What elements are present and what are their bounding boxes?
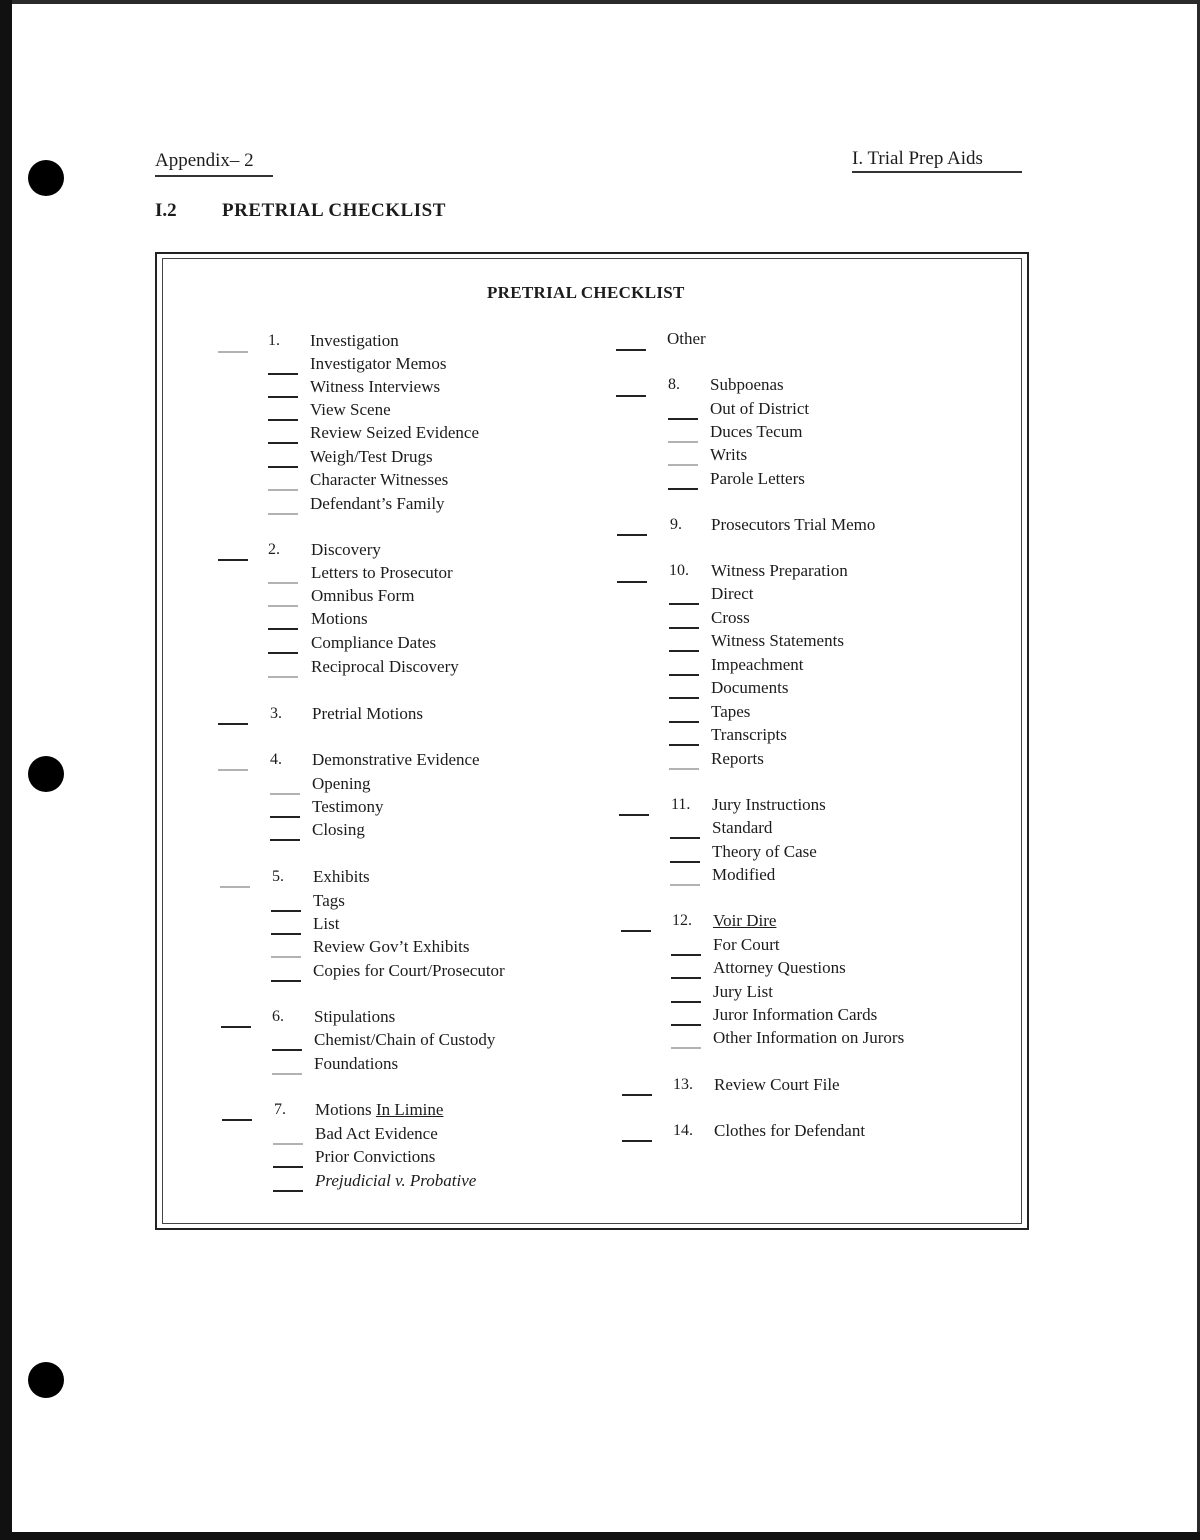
scan-edge-top — [0, 0, 1200, 4]
check-blank[interactable] — [619, 814, 649, 816]
check-blank[interactable] — [670, 861, 700, 863]
sub-item: Cross — [711, 608, 750, 627]
sub-item: Weigh/Test Drugs — [310, 447, 433, 466]
sub-item: Standard — [712, 818, 773, 837]
check-blank[interactable] — [669, 674, 699, 676]
check-blank[interactable] — [218, 559, 248, 561]
check-blank[interactable] — [268, 605, 298, 607]
header-rule-right — [852, 171, 1022, 173]
header-section: I. Trial Prep Aids — [852, 148, 983, 169]
check-blank[interactable] — [218, 769, 248, 771]
sub-item: Modified — [712, 865, 776, 884]
sub-item: For Court — [713, 935, 780, 954]
check-blank[interactable] — [268, 442, 298, 444]
check-blank[interactable] — [268, 652, 298, 654]
check-blank[interactable] — [671, 1024, 701, 1026]
check-blank[interactable] — [271, 910, 301, 912]
sub-item: Direct — [711, 584, 754, 603]
check-blank[interactable] — [670, 837, 700, 839]
sub-item: Opening — [312, 774, 371, 793]
item-label: Jury Instructions — [712, 795, 826, 814]
check-blank[interactable] — [273, 1190, 303, 1192]
check-blank[interactable] — [268, 489, 298, 491]
sub-item: Transcripts — [711, 725, 787, 744]
item-label: Voir Dire — [713, 911, 777, 930]
item-label — [315, 1100, 443, 1120]
sub-item: Prejudicial v. Probative — [315, 1171, 477, 1190]
check-blank[interactable] — [668, 488, 698, 490]
check-blank[interactable] — [671, 1001, 701, 1003]
check-blank[interactable] — [270, 793, 300, 795]
sub-item: Writs — [710, 445, 748, 464]
check-blank[interactable] — [621, 930, 651, 932]
sub-item: Tapes — [711, 702, 751, 721]
check-blank[interactable] — [272, 1073, 302, 1075]
sub-item: Testimony — [312, 797, 384, 816]
check-blank[interactable] — [268, 582, 298, 584]
item-number: 11. — [671, 796, 691, 813]
sub-item: Closing — [312, 820, 365, 839]
item-label-underlined: In Limine — [375, 1100, 444, 1119]
sub-item: Documents — [711, 678, 789, 697]
sub-item: Review Gov’t Exhibits — [313, 937, 470, 956]
sub-item: Reciprocal Discovery — [311, 657, 459, 676]
item-label: Demonstrative Evidence — [312, 750, 480, 769]
item-number: 9. — [670, 516, 682, 533]
sub-item: Bad Act Evidence — [315, 1124, 438, 1143]
check-blank[interactable] — [669, 627, 699, 629]
check-blank[interactable] — [218, 351, 248, 353]
scan-edge-bottom — [0, 1532, 1200, 1540]
item-number: 5. — [272, 868, 284, 885]
check-blank[interactable] — [669, 721, 699, 723]
check-blank[interactable] — [669, 603, 699, 605]
item-number: 13. — [673, 1076, 693, 1093]
sub-item: Prior Convictions — [315, 1147, 436, 1166]
check-blank[interactable] — [671, 954, 701, 956]
sub-item: Duces Tecum — [710, 422, 803, 441]
item-number: 10. — [669, 562, 689, 579]
item-label: Investigation — [310, 331, 399, 350]
check-blank[interactable] — [622, 1094, 652, 1096]
item-number: 14. — [673, 1122, 693, 1139]
check-blank[interactable] — [273, 1166, 303, 1168]
item-label: Clothes for Defendant — [714, 1121, 866, 1140]
check-blank[interactable] — [268, 466, 298, 468]
sub-item: View Scene — [310, 400, 391, 419]
checklist-box-inner — [162, 258, 1022, 1224]
check-blank[interactable] — [669, 768, 699, 770]
item-label-part: Motions — [315, 1100, 376, 1119]
check-blank[interactable] — [271, 980, 301, 982]
sub-item: Copies for Court/Prosecutor — [313, 961, 505, 980]
section-number: I.2 — [155, 200, 177, 221]
punch-hole-middle — [28, 756, 64, 792]
check-blank[interactable] — [273, 1143, 303, 1145]
item-label: Review Court File — [714, 1075, 840, 1094]
sub-item: Witness Interviews — [310, 377, 441, 396]
check-blank[interactable] — [622, 1140, 652, 1142]
header-rule-left — [155, 175, 273, 177]
checklist-title: PRETRIAL CHECKLIST — [487, 283, 685, 302]
sub-item: Out of District — [710, 399, 810, 418]
check-blank[interactable] — [268, 373, 298, 375]
check-blank[interactable] — [222, 1119, 252, 1121]
sub-item: Omnibus Form — [311, 586, 415, 605]
check-blank[interactable] — [268, 628, 298, 630]
punch-hole-top — [28, 160, 64, 196]
item-number: 4. — [270, 751, 282, 768]
item-label: Stipulations — [314, 1007, 396, 1026]
sub-item: Review Seized Evidence — [310, 423, 479, 442]
check-blank[interactable] — [268, 419, 298, 421]
check-blank[interactable] — [617, 534, 647, 536]
check-blank[interactable] — [268, 676, 298, 678]
check-blank[interactable] — [272, 1049, 302, 1051]
item-number: 1. — [268, 332, 280, 349]
check-blank[interactable] — [218, 723, 248, 725]
check-blank[interactable] — [669, 697, 699, 699]
check-blank[interactable] — [220, 886, 250, 888]
sub-item: Motions — [311, 609, 368, 628]
sub-item: Attorney Questions — [713, 958, 846, 977]
item-number: 2. — [268, 541, 280, 558]
check-blank[interactable] — [671, 1047, 701, 1049]
check-blank[interactable] — [616, 395, 646, 397]
sub-item: Tags — [313, 891, 345, 910]
check-blank[interactable] — [668, 441, 698, 443]
check-blank[interactable] — [668, 418, 698, 420]
item-number: 8. — [668, 376, 680, 393]
check-blank[interactable] — [617, 581, 647, 583]
check-blank[interactable] — [271, 933, 301, 935]
punch-hole-bottom — [28, 1362, 64, 1398]
check-blank[interactable] — [271, 956, 301, 958]
sub-item: Investigator Memos — [310, 354, 447, 373]
item-label: Other — [667, 329, 706, 348]
check-blank[interactable] — [616, 349, 646, 351]
sub-item: Parole Letters — [710, 469, 805, 488]
check-blank[interactable] — [670, 884, 700, 886]
item-number: 7. — [274, 1101, 286, 1118]
sub-item: Theory of Case — [712, 842, 817, 861]
sub-item: Impeachment — [711, 655, 804, 674]
check-blank[interactable] — [671, 977, 701, 979]
sub-item: Jury List — [713, 982, 773, 1001]
item-number: 6. — [272, 1008, 284, 1025]
item-label: Discovery — [311, 540, 381, 559]
sub-item: Juror Information Cards — [713, 1005, 878, 1024]
sub-item: Compliance Dates — [311, 633, 437, 652]
check-blank[interactable] — [268, 513, 298, 515]
sub-item: Character Witnesses — [310, 470, 449, 489]
scan-edge-left — [0, 0, 12, 1540]
item-label: Prosecutors Trial Memo — [711, 515, 876, 534]
item-number: 3. — [270, 705, 282, 722]
check-blank[interactable] — [669, 744, 699, 746]
item-number: 12. — [672, 912, 692, 929]
item-label: Exhibits — [313, 867, 370, 886]
check-blank[interactable] — [270, 839, 300, 841]
check-blank[interactable] — [221, 1026, 251, 1028]
sub-item: Letters to Prosecutor — [311, 563, 453, 582]
section-title: PRETRIAL CHECKLIST — [222, 200, 446, 221]
item-label: Witness Preparation — [711, 561, 848, 580]
check-blank[interactable] — [669, 650, 699, 652]
check-blank[interactable] — [268, 396, 298, 398]
check-blank[interactable] — [668, 464, 698, 466]
header-appendix: Appendix– 2 — [155, 150, 254, 171]
sub-item: Witness Statements — [711, 631, 844, 650]
sub-item: List — [313, 914, 340, 933]
sub-item: Foundations — [314, 1054, 399, 1073]
item-label: Subpoenas — [710, 375, 784, 394]
sub-item: Defendant’s Family — [310, 494, 445, 513]
sub-item: Chemist/Chain of Custody — [314, 1030, 496, 1049]
check-blank[interactable] — [270, 816, 300, 818]
item-label: Pretrial Motions — [312, 704, 423, 723]
sub-item: Reports — [711, 749, 764, 768]
sub-item: Other Information on Jurors — [713, 1028, 905, 1047]
